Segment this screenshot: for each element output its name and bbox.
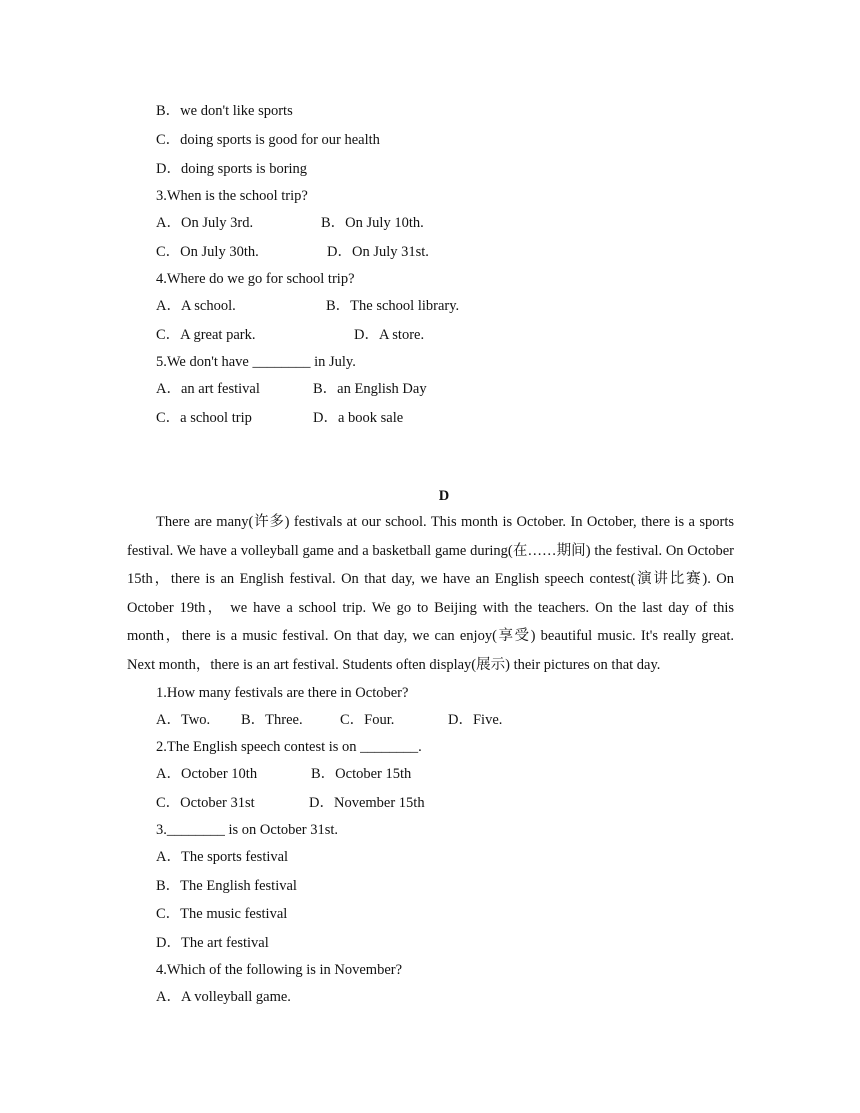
option-a: A．The sports festival [156,849,289,865]
option-b: B．October 15th [311,766,412,782]
question-2: 2.The English speech contest is on ________. [156,739,422,755]
option-d: D．doing sports is boring [156,161,308,177]
option-d: D．a book sale [313,410,404,426]
question-4: 4.Which of the following is in November? [156,962,403,978]
option-d: D．November 15th [309,795,425,811]
passage-text: There are many(许多) festivals at our school. This month is October. In October, there is a sports festival. We have a volleyball game and a basketball game during(在……期间) the festival. On October 15th，there is an English festival. On that day, we have an English speech contest(演讲比赛). On October 19th， we have a school trip. We go to Beijing with the teachers. On the last day of this month，there is a music festival. On that day, we can enjoy(享受) beautiful music. It's really great. Next month，there is an art festival. Students often display(展示) their pictures on that day. [127,514,734,673]
option-b: B．we don't like sports [156,103,293,119]
option-c: C．Four. [340,712,395,728]
option-a: A．Two. [156,712,211,728]
section-title: D [438,488,450,504]
question-1: 1.How many festivals are there in October? [156,685,409,701]
reading-passage [127,508,734,680]
option-c: C．a school trip [156,410,252,426]
option-c: C．A great park. [156,327,256,343]
option-d: D．Five. [448,712,503,728]
option-a: A．A school. [156,298,236,314]
option-a: A．A volleyball game. [156,989,291,1005]
option-b: B．an English Day [313,381,427,397]
option-c: C．October 31st [156,795,255,811]
option-c: C．The music festival [156,906,288,922]
option-c: C．doing sports is good for our health [156,132,380,148]
option-b: B．The English festival [156,878,297,894]
question-5: 5.We don't have ________ in July. [156,354,356,370]
question-4: 4.Where do we go for school trip? [156,271,355,287]
option-c: C．On July 30th. [156,244,259,260]
option-a: A．October 10th [156,766,258,782]
question-3: 3.________ is on October 31st. [156,822,339,838]
option-d: D．The art festival [156,935,269,951]
option-b: B．On July 10th. [321,215,424,231]
question-3: 3.When is the school trip? [156,188,308,204]
option-a: A．On July 3rd. [156,215,254,231]
option-d: D．On July 31st. [327,244,429,260]
option-b: B．The school library. [326,298,460,314]
option-d: D．A store. [354,327,425,343]
option-a: A．an art festival [156,381,260,397]
option-b: B．Three. [241,712,303,728]
